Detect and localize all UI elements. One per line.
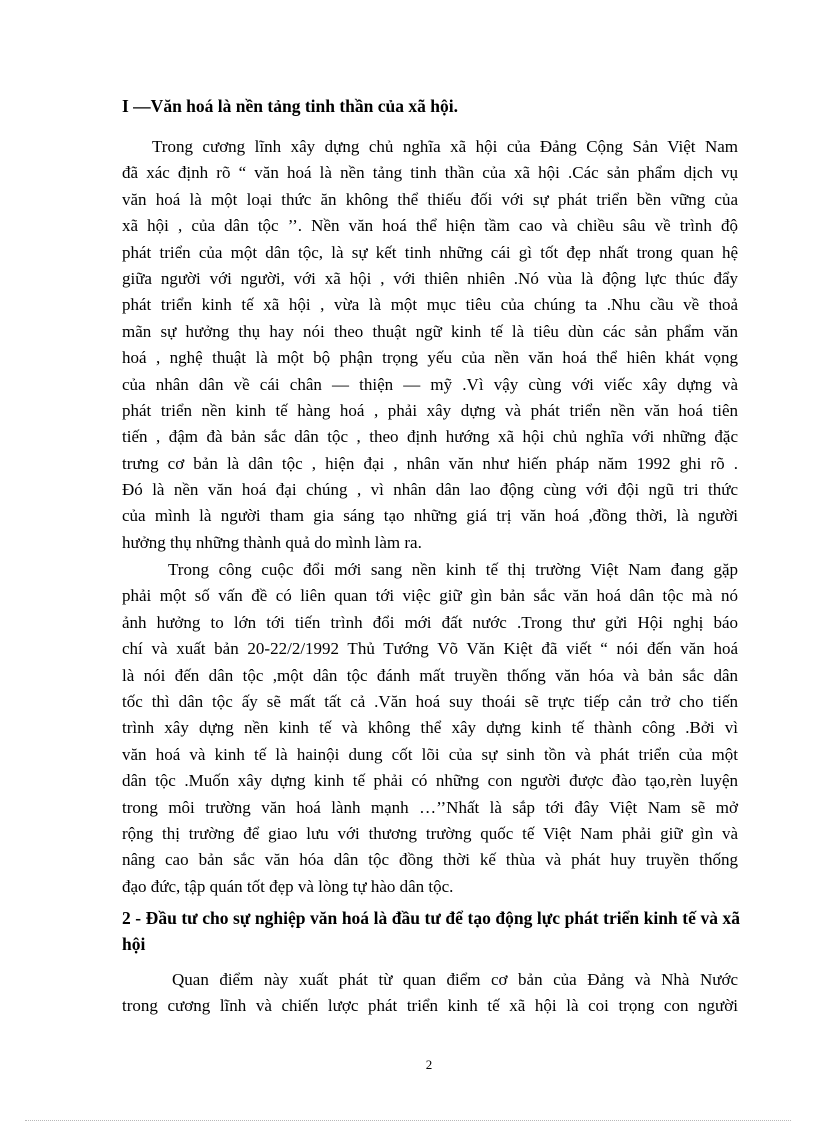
paragraph-1-line: phát triển của một dân tộc, là sự kết tinh những cái gì tốt đẹp nhất trong quan hệ xyxy=(122,242,738,262)
paragraph-3 xyxy=(122,967,738,1020)
paragraph-2-line: văn hoá và kinh tế là hainội dung cốt lõi của sự sinh tồn và phát triển của một xyxy=(122,744,738,764)
paragraph-2-line: dân tộc .Muốn xây dựng kinh tế phải có những con người được đào tạo,rèn luyện xyxy=(122,771,738,791)
paragraph-2-line: chí và xuất bản 20-22/2/1992 Thủ Tướng Võ Văn Kiệt đã viết “ nói đến văn hoá xyxy=(122,639,738,659)
paragraph-2-line: tốc thì dân tộc ấy sẽ mất tất cả .Văn hoá suy thoái sẽ trực tiếp cản trở cho tiến xyxy=(122,691,738,711)
paragraph-2-line: đạo đức, tập quán tốt đẹp và lòng tự hào dân tộc. xyxy=(122,876,454,896)
paragraph-2-line: Trong công cuộc đổi mới sang nền kinh tế thị trường Việt Nam đang gặp xyxy=(168,560,738,579)
section-heading-1: I —Văn hoá là nền tảng tinh thần của xã hội. xyxy=(122,96,458,116)
paragraph-2-line: ảnh hưởng to lớn tới tiến trình đổi mới đất nước .Trong thư gửi Hội nghị báo xyxy=(122,612,738,632)
paragraph-1-line: hoá , nghệ thuật là một bộ phận trọng yếu của nền văn hoá thể hiên khát vọng xyxy=(122,348,738,368)
paragraph-1-line: xã hội , của dân tộc ’’. Nền văn hoá thể hiện tầm cao và chiều sâu về trình độ xyxy=(122,216,738,236)
paragraph-1-line: phát triển nền kinh tế hàng hoá , phải xây dựng và phát triển nền văn hoá tiên xyxy=(122,400,738,420)
paragraph-1-line: mãn sự hưởng thụ hay nói theo thuật ngữ kinh tế là tiêu dùn các sản phẩm văn xyxy=(122,321,738,341)
paragraph-3-line: trong cương lĩnh và chiến lược phát triển kinh tế xã hội là coi trọng con người xyxy=(122,996,738,1016)
paragraph-1-line: phát triển kinh tế xã hội , vừa là một mục tiêu của chúng ta .Nhu cầu về thoả xyxy=(122,295,738,315)
paragraph-2-line: trong môi trường văn hoá lành mạnh …’’Nhất là sắp tới đây Việt Nam sẽ mở xyxy=(122,797,738,817)
paragraph-1-line: văn hoá là một loại thức ăn không thể thiếu đối với sự phát triển bền vững của xyxy=(122,189,738,209)
paragraph-1-line: trưng cơ bản là dân tộc , hiện đại , nhân văn như hiến pháp năm 1992 ghi rõ . xyxy=(122,453,738,473)
paragraph-3-line: Quan điểm này xuất phát từ quan điểm cơ bản của Đảng và Nhà Nước xyxy=(172,970,738,989)
paragraph-2-line: nâng cao bản sắc văn hóa dân tộc đồng thời kế thùa và phát huy truyền thống xyxy=(122,850,738,870)
paragraph-2-line: phải một số vấn đề có liên quan tới việc giữ gìn bản sắc văn hoá dân tộc mà nó xyxy=(122,586,738,606)
paragraph-2 xyxy=(122,557,738,900)
page-bottom-divider xyxy=(25,1120,791,1121)
paragraph-2-line: trình xây dựng nền kinh tế và không thể xây dựng kinh tế thành công .Bởi vì xyxy=(122,718,738,738)
paragraph-1-line: Trong cương lĩnh xây dựng chủ nghĩa xã hội của Đảng Cộng Sản Việt Nam xyxy=(152,137,738,156)
paragraph-1-line: hưởng thụ những thành quả do mình làm ra. xyxy=(122,532,422,552)
paragraph-1 xyxy=(122,134,738,556)
section-heading-2: 2 - Đầu tư cho sự nghiệp văn hoá là đầu tư để tạo động lực phát triển kinh tế và xã hội xyxy=(122,908,740,954)
paragraph-1-line: giữa người với người, với xã hội , với thiên nhiên .Nó vùa là động lực thúc đẩy xyxy=(122,268,738,288)
paragraph-1-line: đã xác định rõ “ văn hoá là nền tảng tinh thần của xã hội .Các sản phẩm dịch vụ xyxy=(122,163,738,183)
paragraph-1-line: của nhân dân về cái chân — thiện — mỹ .Vì vậy cùng với viếc xây dựng và xyxy=(122,374,738,394)
paragraph-1-line: Đó là nền văn hoá đại chúng , vì nhân dân lao động cùng với đội ngũ tri thức xyxy=(122,480,738,500)
paragraph-2-line: là nói đến dân tộc ,một dân tộc đánh mất truyền thống văn hóa và bản sắc dân xyxy=(122,665,738,685)
paragraph-2-line: rộng thị trường để giao lưu với thương trường quốc tế Việt Nam phải giữ gìn và xyxy=(122,823,738,843)
page-number: 2 xyxy=(425,1057,433,1072)
paragraph-1-line: tiến , đậm đà bản sắc dân tộc , theo định hướng xã hội chủ nghĩa với những đặc xyxy=(122,427,738,447)
paragraph-1-line: của mình là người tham gia sáng tạo những giá trị văn hoá ,đồng thời, là người xyxy=(122,506,738,526)
